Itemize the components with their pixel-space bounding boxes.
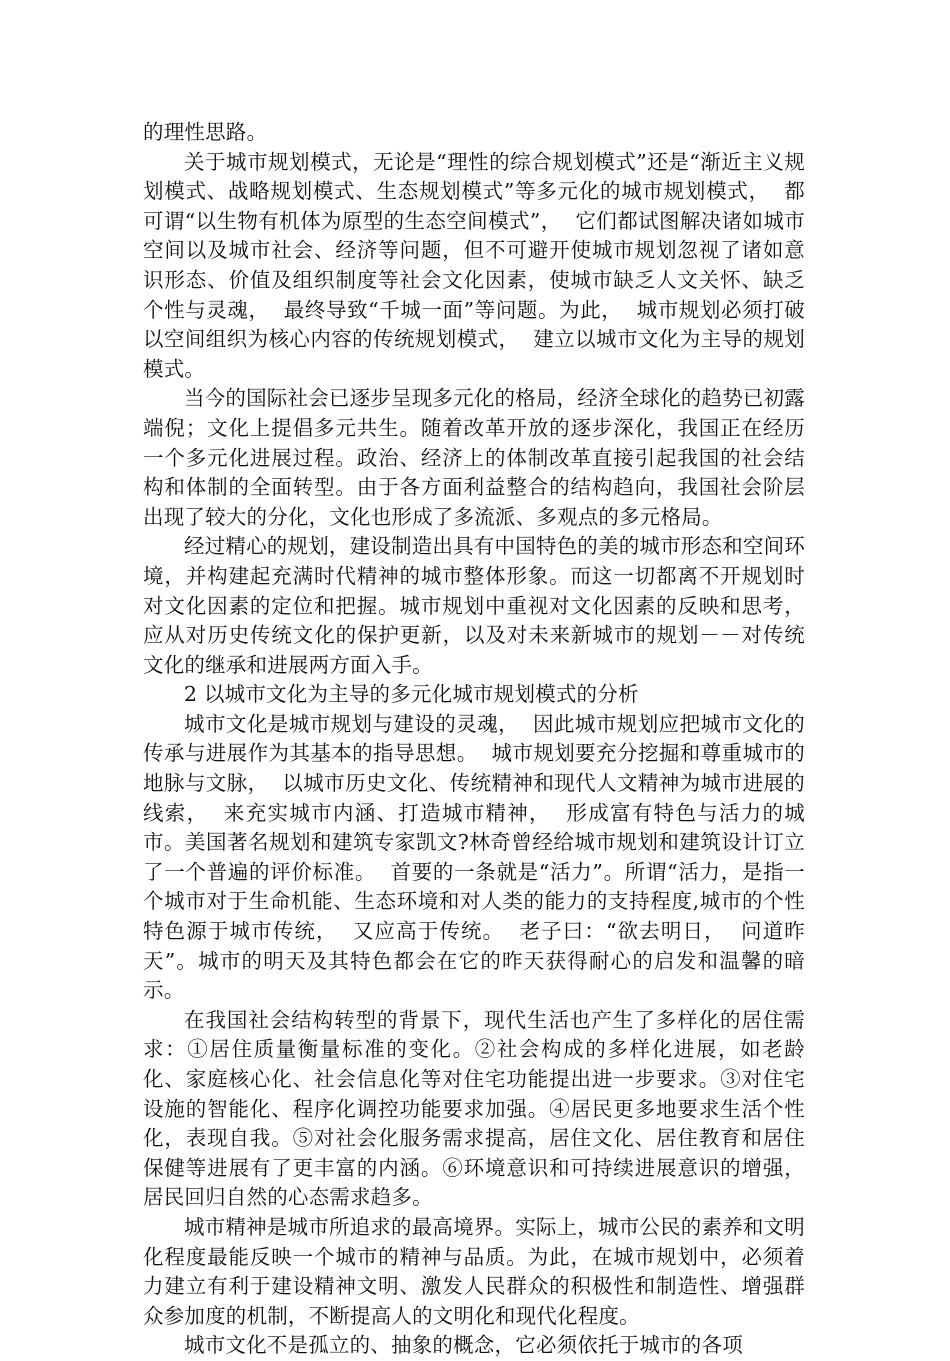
paragraph-8: 城市文化不是孤立的、抽象的概念，它必须依托于城市的各项 — [184, 1333, 743, 1358]
paragraph-1: 的理性思路。 — [143, 120, 268, 144]
paragraph-5: 城市文化是城市规划与建设的灵魂， 因此城市规划应把城市文化的传承与进展作为其基本的指导思想。 城市规划要充分挖掘和尊重城市的地脉与文脉， 以城市历史文化、传统精神和现代人文精神为城市进展的线索， 来充实城市内涵、打造城市精神， 形成富有特色与活力的城市。美国著名规划和建筑专家凯文?林奇曾经给城市规划和建筑设计订立了一个普遍的评价标准。 首要的一条就是“活力”。所谓“活力，是指一个城市对于生命机能、生态环境和对人类的能力的支持程度,城市的个性特色源于城市传统， 又应高于传统。 老子曰：“欲去明日， 问道昨天”。城市的明天及其特色都会在它的昨天获得耐心的启发和温馨的暗示。 — [143, 711, 805, 1003]
paragraph-6: 在我国社会结构转型的背景下，现代生活也产生了多样化的居住需求：①居住质量衡量标准的变化。②社会构成的多样化进展，如老龄化、家庭核心化、社会信息化等对住宅功能提出进一步要求。③对住宅设施的智能化、程序化调控功能要求加强。④居民更多地要求生活个性化，表现自我。⑤对社会化服务需求提高，居住文化、居住教育和居住保健等进展有了更丰富的内涵。⑥环境意识和可持续进展意识的增强，居民回归自然的心态需求趋多。 — [143, 1007, 805, 1210]
section-heading: 2 以城市文化为主导的多元化城市规划模式的分析 — [184, 682, 639, 707]
paragraph-3: 当今的国际社会已逐步呈现多元化的格局，经济全球化的趋势已初露端倪；文化上提倡多元共生。随着改革开放的逐步深化，我国正在经历一个多元化进展过程。政治、经济上的体制改革直接引起我国的社会结构和体制的全面转型。由于各方面利益整合的结构趋向，我国社会阶层出现了较大的分化，文化也形成了多流派、多观点的多元格局。 — [143, 386, 805, 529]
paragraph-7: 城市精神是城市所追求的最高境界。实际上，城市公民的素养和文明化程度最能反映一个城市的精神与品质。为此，在城市规划中，必须着力建立有利于建设精神文明、激发人民群众的积极性和制造性、增强群众参加度的机制，不断提高人的文明化和现代化程度。 — [143, 1214, 805, 1328]
document-body — [143, 118, 805, 1361]
paragraph-4: 经过精心的规划，建设制造出具有中国特色的美的城市形态和空间环境，并构建起充满时代精神的城市整体形象。而这一切都离不开规划时对文化因素的定位和把握。城市规划中重视对文化因素的反映和思考，应从对历史传统文化的保护更新，以及对未来新城市的规划－－对传统文化的继承和进展两方面入手。 — [143, 534, 805, 677]
paragraph-2: 关于城市规划模式，无论是“理性的综合规划模式”还是“渐近主义规划模式、战略规划模式、生态规划模式”等多元化的城市规划模式， 都可谓“以生物有机体为原型的生态空间模式”， 它们都试图解决诸如城市空间以及城市社会、经济等问题，但不可避开使城市规划忽视了诸如意识形态、价值及组织制度等社会文化因素，使城市缺乏人文关怀、缺乏个性与灵魂， 最终导致“千城一面”等问题。为此， 城市规划必须打破以空间组织为核心内容的传统规划模式， 建立以城市文化为主导的规划模式。 — [143, 149, 805, 381]
